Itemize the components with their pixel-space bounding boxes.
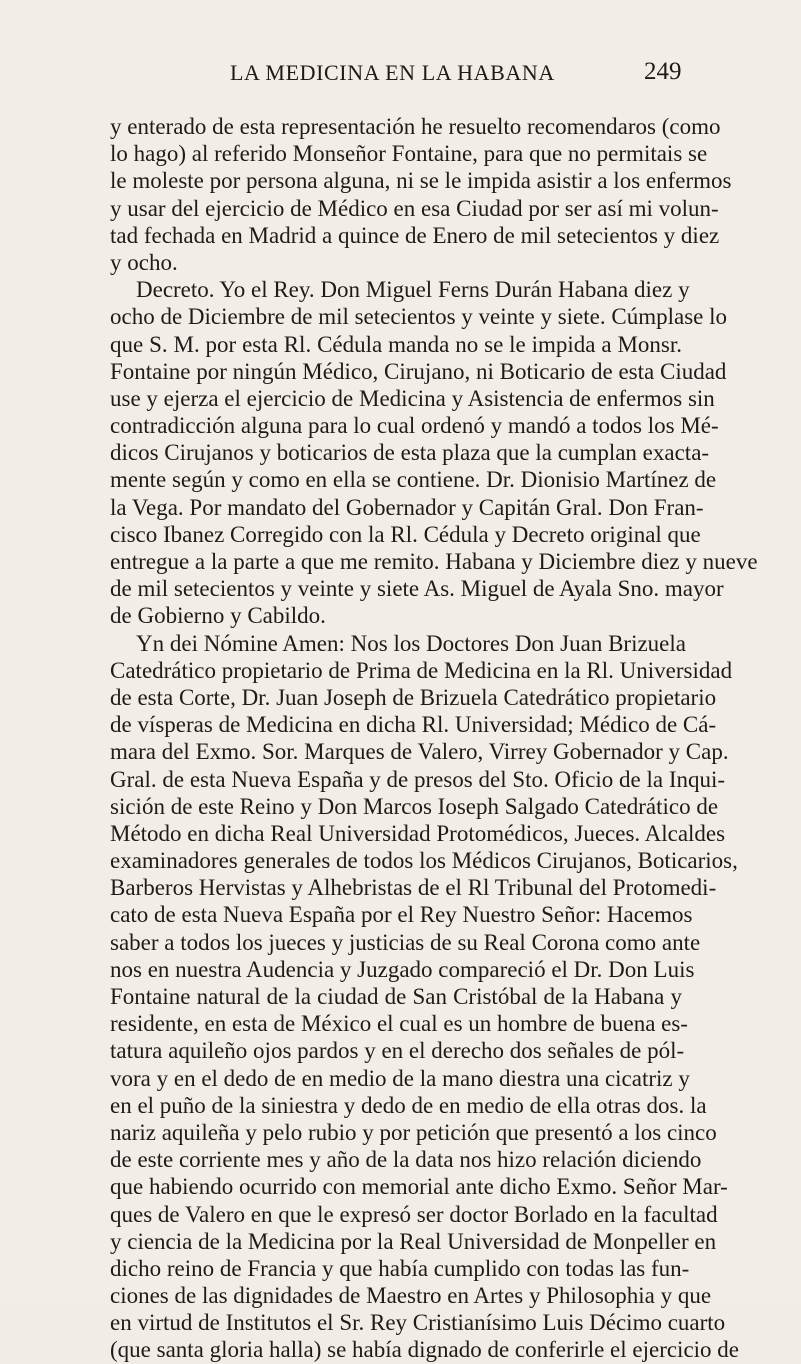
- text-line: Yn dei Nómine Amen: Nos los Doctores Don Juan Brizuela: [136, 630, 686, 656]
- text-line: tad fechada en Madrid a quince de Enero de mil setecientos y diez: [110, 222, 720, 248]
- text-line: mente según y como en ella se contiene. Dr. Dionisio Martínez de: [110, 467, 717, 493]
- text-line: nos en nuestra Audencia y Juzgado compareció el Dr. Don Luis: [110, 956, 695, 982]
- text-line: residente, en esta de México el cual es un hombre de buena es-: [110, 1011, 688, 1037]
- running-title: LA MEDICINA EN LA HABANA: [230, 60, 555, 85]
- text-line: examinadores generales de todos los Médicos Cirujanos, Boticarios,: [110, 848, 738, 874]
- text-line: entregue a la parte a que me remito. Habana y Diciembre diez y nueve: [110, 549, 758, 574]
- text-line: use y ejerza el ejercicio de Medicina y Asistencia de enfermos sin: [110, 385, 715, 411]
- text-line: y ciencia de la Medicina por la Real Universidad de Monpeller en: [110, 1228, 717, 1254]
- body-text: [110, 113, 758, 1364]
- text-line: Método en dicha Real Universidad Protomédicos, Jueces. Alcaldes: [110, 820, 726, 846]
- text-line: y ocho.: [110, 249, 178, 275]
- text-line: y enterado de esta representación he resuelto recomendaros (como: [110, 114, 721, 139]
- text-line: de mil setecientos y veinte y siete As. Miguel de Ayala Sno. mayor: [110, 576, 724, 602]
- text-line: ques de Valero en que le expresó ser doctor Borlado en la facultad: [110, 1201, 718, 1227]
- text-line: sición de este Reino y Don Marcos Ioseph Salgado Catedrático de: [110, 793, 719, 819]
- text-line: Gral. de esta Nueva España y de presos del Sto. Oficio de la Inqui-: [110, 766, 726, 792]
- text-line: de este corriente mes y año de la data nos hizo relación diciendo: [110, 1147, 702, 1173]
- text-line: mara del Exmo. Sor. Marques de Valero, Virrey Gobernador y Cap.: [110, 739, 729, 765]
- text-line: saber a todos los jueces y justicias de su Real Corona como ante: [110, 929, 701, 955]
- text-line: cisco Ibanez Corregido con la Rl. Cédula y Decreto original que: [110, 521, 701, 547]
- text-line: de esta Corte, Dr. Juan Joseph de Brizuela Catedrático propietario: [110, 684, 717, 710]
- text-line: Fontaine natural de la ciudad de San Cristóbal de la Habana y: [110, 984, 682, 1009]
- text-line: contradicción alguna para lo cual ordenó y mandó a todos los Mé-: [110, 413, 719, 439]
- text-line: de Gobierno y Cabildo.: [110, 603, 326, 629]
- text-line: cato de esta Nueva España por el Rey Nuestro Señor: Hacemos: [110, 902, 693, 928]
- text-line: Barberos Hervistas y Alhebristas de el Rl Tribunal del Protomedi-: [110, 875, 717, 901]
- page-number: 249: [644, 58, 682, 85]
- text-line: que S. M. por esta Rl. Cédula manda no se le impida a Monsr.: [110, 331, 682, 357]
- text-line: le moleste por persona alguna, ni se le impida asistir a los enfermos: [110, 168, 732, 194]
- text-line: de vísperas de Medicina en dicha Rl. Universidad; Médico de Cá-: [110, 712, 717, 738]
- text-line: nariz aquileña y pelo rubio y por petición que presentó a los cinco: [110, 1119, 717, 1145]
- text-line: dicos Cirujanos y boticarios de esta plaza que la cumplan exacta-: [110, 440, 710, 466]
- text-line: que habiendo ocurrido con memorial ante dicho Exmo. Señor Mar-: [110, 1174, 728, 1200]
- text-line: lo hago) al referido Monseñor Fontaine, para que no permitais se: [110, 141, 708, 167]
- text-line: tatura aquileño ojos pardos y en el derecho dos señales de pól-: [110, 1038, 685, 1064]
- text-line: (que santa gloria halla) se había dignado de conferirle el ejercicio de: [110, 1337, 740, 1363]
- text-line: Decreto. Yo el Rey. Don Miguel Ferns Durán Habana diez y: [136, 277, 690, 303]
- running-head: [0, 60, 801, 90]
- text-line: ocho de Diciembre de mil setecientos y veinte y siete. Cúmplase lo: [110, 304, 727, 330]
- text-line: Fontaine por ningún Médico, Cirujano, ni Boticario de esta Ciudad: [110, 358, 727, 384]
- text-line: ciones de las dignidades de Maestro en Artes y Philosophia y que: [110, 1283, 712, 1309]
- text-line: y usar del ejercicio de Médico en esa Ciudad por ser así mi volun-: [110, 195, 719, 221]
- text-line: en virtud de Institutos el Sr. Rey Cristianísimo Luis Décimo cuarto: [110, 1310, 726, 1336]
- text-line: dicho reino de Francia y que había cumplido con todas las fun-: [110, 1255, 690, 1281]
- text-line: vora y en el dedo de en medio de la mano diestra una cicatriz y: [110, 1065, 690, 1091]
- text-line: la Vega. Por mandato del Gobernador y Capitán Gral. Don Fran-: [110, 494, 704, 520]
- text-line: Catedrático propietario de Prima de Medicina en la Rl. Universidad: [110, 657, 733, 683]
- text-line: en el puño de la siniestra y dedo de en medio de ella otras dos. la: [110, 1092, 707, 1118]
